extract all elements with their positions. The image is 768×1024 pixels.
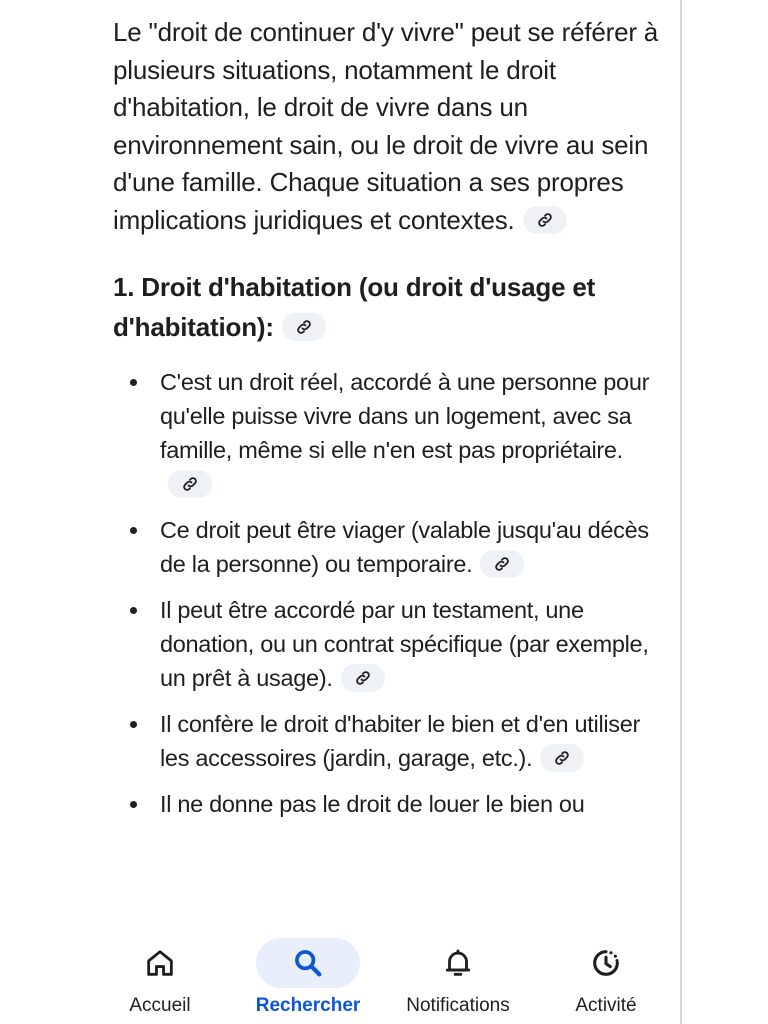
- nav-item-rechercher[interactable]: [256, 932, 360, 1024]
- nav-item-activite[interactable]: [554, 932, 658, 1024]
- list-item-text: Il confère le droit d'habiter le bien et d'en utiliser les accessoires (jardin, garage, etc.).: [160, 711, 641, 771]
- nav-item-notifications[interactable]: [406, 932, 510, 1024]
- source-link-chip[interactable]: [480, 550, 524, 578]
- link-icon: [295, 318, 313, 336]
- list-item-text: C'est un droit réel, accordé à une personne pour qu'elle puisse vivre dans un logement, avec sa famille, même si elle n'en est pas propriétaire.: [160, 369, 650, 463]
- list-item: [113, 593, 661, 695]
- list-item: [113, 365, 661, 501]
- bullet-dot: [130, 801, 137, 808]
- home-icon: [143, 946, 177, 980]
- link-icon: [493, 555, 511, 573]
- source-link-chip[interactable]: [168, 470, 212, 498]
- bullet-dot: [130, 527, 137, 534]
- bottom-navigation: [0, 932, 680, 1024]
- link-icon: [181, 475, 199, 493]
- nav-label: Notifications: [406, 995, 510, 1016]
- list-item-text: Il peut être accordé par un testament, une donation, ou un contrat spécifique (par exemple, un prêt à usage).: [160, 597, 649, 691]
- bullet-dot: [130, 607, 137, 614]
- nav-pill: [406, 938, 510, 988]
- search-icon: [291, 946, 325, 980]
- nav-label: Rechercher: [255, 995, 361, 1016]
- nav-pill: [554, 938, 658, 988]
- intro-paragraph: [113, 14, 661, 239]
- answer-content[interactable]: [113, 14, 661, 932]
- section-heading: [113, 267, 661, 347]
- source-link-chip[interactable]: [282, 313, 326, 341]
- source-link-chip[interactable]: [540, 744, 584, 772]
- source-link-chip[interactable]: [523, 206, 567, 234]
- source-link-chip[interactable]: [341, 664, 385, 692]
- nav-pill: [108, 938, 212, 988]
- link-icon: [354, 669, 372, 687]
- link-icon: [536, 211, 554, 229]
- nav-pill-active: [256, 938, 360, 988]
- bullet-dot: [130, 721, 137, 728]
- activity-icon: [589, 946, 623, 980]
- list-item-text: Il ne donne pas le droit de louer le bien ou: [160, 791, 585, 817]
- nav-label: Accueil: [129, 995, 191, 1016]
- bullet-dot: [130, 379, 137, 386]
- nav-label: Activité: [575, 995, 637, 1016]
- intro-text: Le "droit de continuer d'y vivre" peut se référer à plusieurs situations, notamment le droit d'habitation, le droit de vivre dans un environnement sain, ou le droit de vivre au sein d'une famille. Chaque situation a ses propres implications juridiques et contextes.: [113, 17, 659, 235]
- list-item: [113, 707, 661, 775]
- nav-item-accueil[interactable]: [108, 932, 212, 1024]
- bullet-list: [113, 365, 661, 821]
- section-heading-text: 1. Droit d'habitation (ou droit d'usage et d'habitation):: [113, 272, 596, 342]
- link-icon: [553, 749, 571, 767]
- right-divider: [680, 0, 682, 1024]
- bell-icon: [441, 946, 475, 980]
- list-item: [113, 787, 661, 821]
- list-item: [113, 513, 661, 581]
- list-item-text: Ce droit peut être viager (valable jusqu'au décès de la personne) ou temporaire.: [160, 517, 649, 577]
